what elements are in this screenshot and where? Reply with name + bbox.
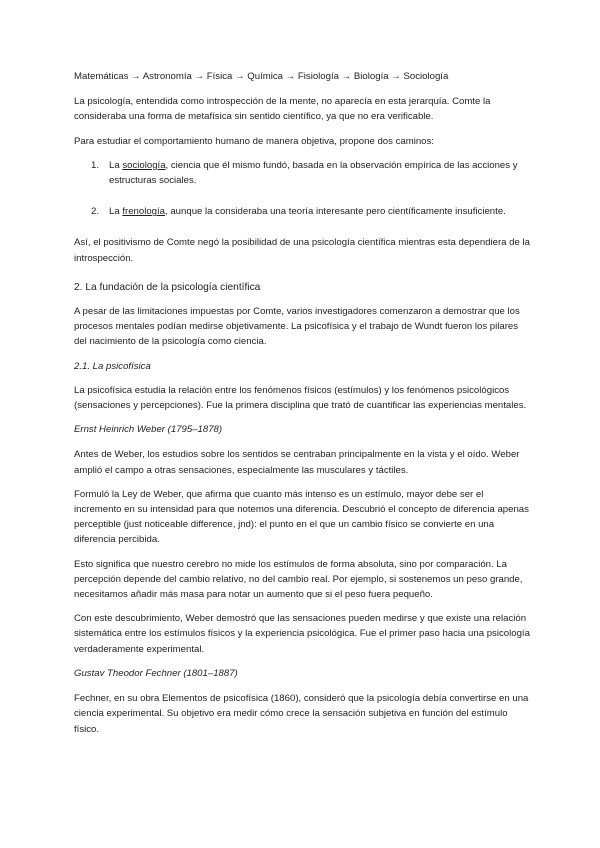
science-hierarchy: Matemáticas → Astronomía → Física → Química → Fisiología → Biología → Sociología (74, 71, 449, 82)
list-number: 1. (91, 159, 100, 171)
caminos-list (74, 158, 530, 220)
fechner-heading: Gustav Theodor Fechner (1801–1887) (74, 667, 238, 679)
paragraph-psicologia: La psicología, entendida como introspección de la mente, no aparecía en esta jerarquía. Comte la consideraba una forma de metafísica sin sentido científico, ya que no era verificable. (74, 96, 491, 123)
section-heading: 2. La fundación de la psicología científica (74, 281, 261, 293)
list-text-pre: La (109, 206, 123, 218)
paragraph-weber-1: Antes de Weber, los estudios sobre los sentidos se centraban principalmente en la vista y el oído. Weber amplió el campo a otras sensaciones, especialmente las musculares y táctiles. (74, 449, 520, 476)
subsection-heading: 2.1. La psicofísica (74, 360, 151, 372)
paragraph-weber-3: Esto significa que nuestro cerebro no mide los estímulos de forma absoluta, sino por comparación. La percepción depende del cambio relativo, no del cambio real. Por ejemplo, si sostenemos un peso grande, necesitamos añadir más masa para notar un aumento que si el peso fuera pequeño. (74, 558, 523, 601)
list-text-post: , ciencia que él mismo fundó, basada en la observación empírica de las acciones y estructuras sociales. (109, 159, 518, 187)
term-frenologia: frenología (122, 206, 166, 218)
list-number: 2. (91, 206, 100, 218)
list-text-pre: La (109, 159, 123, 171)
list-item (74, 158, 530, 188)
paragraph-fundacion: A pesar de las limitaciones impuestas por Comte, varios investigadores comenzaron a demostrar que los procesos mentales podían medirse objetivamente. La psicofísica y el trabajo de Wundt fueron los pilares del nacimiento de la psicología como ciencia. (74, 306, 520, 348)
term-sociologia: sociología (122, 159, 166, 171)
paragraph-psicofisica: La psicofísica estudia la relación entre los fenómenos físicos (estímulos) y los fenómenos psicológicos (sensaciones y percepciones). Fue la primera disciplina que trató de cuantificar las experiencias mentales. (74, 384, 527, 412)
list-item (74, 204, 530, 219)
paragraph-positivismo: Así, el positivismo de Comte negó la posibilidad de una psicología científica mientras esta dependiera de la introspección. (74, 237, 530, 264)
paragraph-weber-2: Formuló la Ley de Weber, que afirma que cuanto más intenso es un estímulo, mayor debe ser el incremento en su intensidad para que notemos una diferencia. Descubrió el concepto de diferencia apenas perceptible (just noticeable difference, jnd): el punto en el que un cambio físico se convierte en una diferencia percibida. (74, 488, 529, 546)
document-body (74, 69, 530, 746)
paragraph-fechner: Fechner, en su obra Elementos de psicofísica (1860), consideró que la psicología debía convertirse en una ciencia experimental. Su objetivo era medir cómo crece la sensación subjetiva en función del estímulo físico. (74, 693, 529, 735)
paragraph-weber-4: Con este descubrimiento, Weber demostró que las sensaciones pueden medirse y que existe una relación sistemática entre los estímulos físicos y la experiencia psicológica. Fue el primer paso hacia una psicología verdaderamente experimental. (74, 613, 530, 655)
weber-heading: Ernst Heinrich Weber (1795–1878) (74, 424, 223, 436)
paragraph-caminos: Para estudiar el comportamiento humano de manera objetiva, propone dos caminos: (74, 135, 434, 147)
list-text-post: , aunque la consideraba una teoría interesante pero científicamente insuficiente. (165, 206, 506, 218)
